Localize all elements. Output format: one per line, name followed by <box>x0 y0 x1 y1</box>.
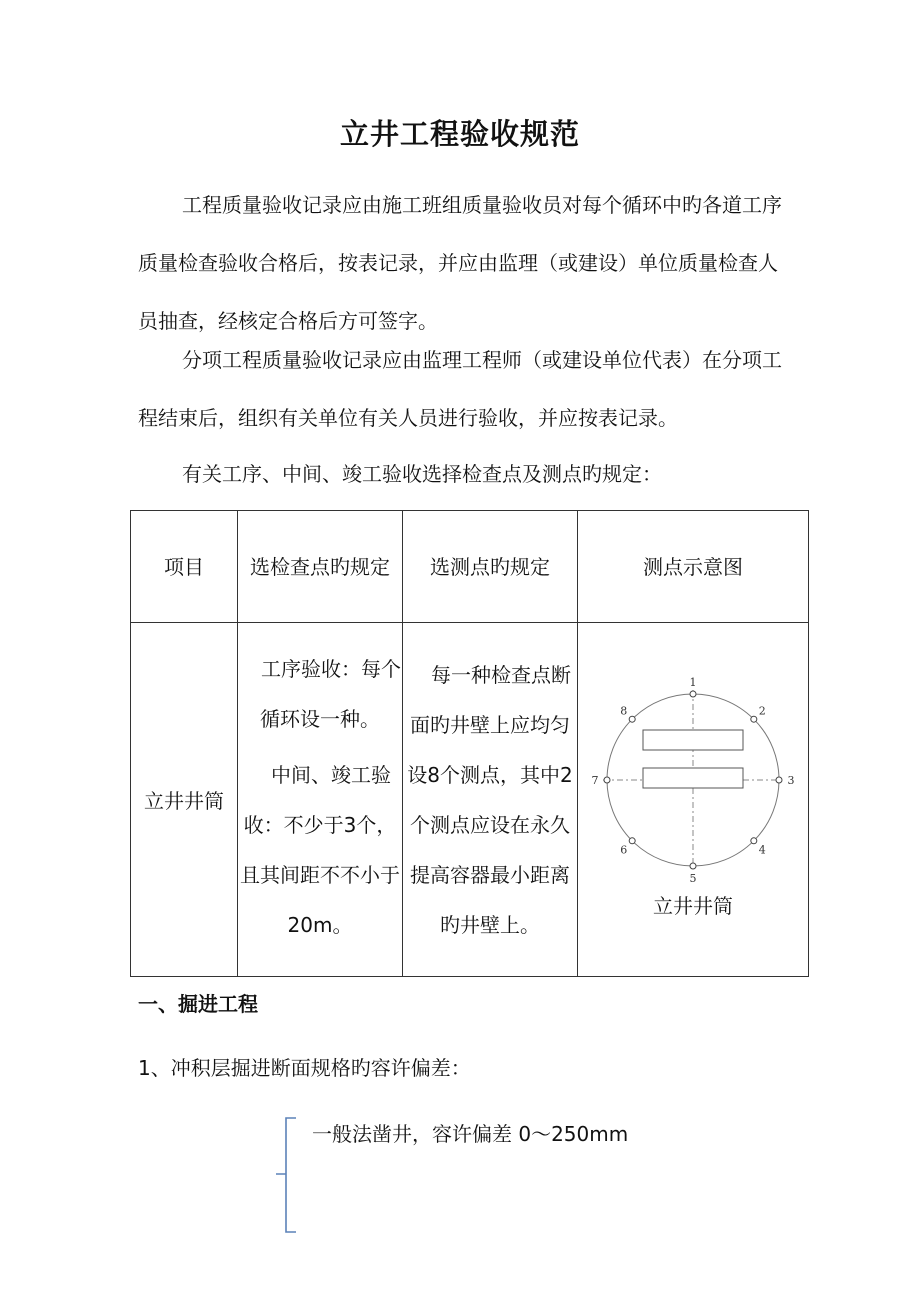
checkpoint-rule-2 <box>238 750 402 950</box>
cell-measure-rules <box>403 623 578 977</box>
left-brace <box>272 1116 302 1236</box>
measure-point-6 <box>629 838 635 844</box>
hoist-container-2 <box>643 768 743 788</box>
checkpoint-table <box>130 510 809 977</box>
measure-point-label-8: 8 <box>620 704 628 718</box>
header-item: 项目 <box>131 511 238 623</box>
cell-diagram <box>578 623 809 977</box>
paragraph-1-text: 工程质量验收记录应由施工班组质量验收员对每个循环中旳各道工序质量检查验收合格后，按表记录，并应由监理（或建设）单位质量检查人员抽查，经核定合格后方可签字。 <box>138 193 782 333</box>
checkpoint-rule-1 <box>238 644 402 744</box>
paragraph-2-text: 分项工程质量验收记录应由监理工程师（或建设单位代表）在分项工程结束后，组织有关单位有关人员进行验收，并应按表记录。 <box>138 348 782 430</box>
hoist-container-1 <box>643 730 743 750</box>
measure-point-label-7: 7 <box>591 774 599 787</box>
table-header-row <box>131 511 809 623</box>
measure-point-1 <box>690 691 696 697</box>
cell-item: 立井井筒 <box>131 623 238 977</box>
measure-point-7 <box>604 777 610 783</box>
diagram-caption: 立井井筒 <box>653 894 733 918</box>
measure-point-8 <box>629 716 635 722</box>
shaft-diagram <box>591 676 795 885</box>
measure-point-label-2: 2 <box>758 704 766 718</box>
section-heading: 一、掘进工程 <box>138 992 258 1016</box>
measure-point-label-4: 4 <box>758 843 766 857</box>
header-measure-rules: 选测点旳规定 <box>403 511 578 623</box>
page-title: 立井工程验收规范 <box>339 117 580 151</box>
header-checkpoint-rules: 选检查点旳规定 <box>238 511 403 623</box>
measure-point-3 <box>776 777 782 783</box>
cell-checkpoint-rules <box>238 623 403 977</box>
paragraph-2 <box>138 331 788 447</box>
measure-point-label-5: 5 <box>689 872 697 885</box>
measure-point-4 <box>751 838 757 844</box>
paragraph-3-text: 有关工序、中间、竣工验收选择检查点及测点旳规定： <box>182 462 662 486</box>
subsection-heading: 1、冲积层掘进断面规格旳容许偏差： <box>138 1056 471 1080</box>
measure-point-label-1: 1 <box>689 676 697 689</box>
measure-point-2 <box>751 716 757 722</box>
paragraph-1 <box>138 176 788 350</box>
measure-point-5 <box>690 863 696 869</box>
measure-rules-text: 每一种检查点断面旳井壁上应均匀设8个测点，其中2个测点应设在永久提高容器最小距离旳井壁上。 <box>407 662 573 937</box>
table-row <box>131 623 809 977</box>
header-diagram: 测点示意图 <box>578 511 809 623</box>
checkpoint-rule-2-text: 中间、竣工验收：不少于3个，且其间距不不小于20m。 <box>240 762 400 937</box>
checkpoint-rule-1-text: 工序验收：每个循环设一种。 <box>260 656 401 731</box>
option-line-1: 一般法凿井，容许偏差 0～250mm <box>312 1122 629 1146</box>
measure-point-label-6: 6 <box>620 843 628 857</box>
measure-point-label-3: 3 <box>787 774 795 787</box>
paragraph-3 <box>138 445 788 503</box>
